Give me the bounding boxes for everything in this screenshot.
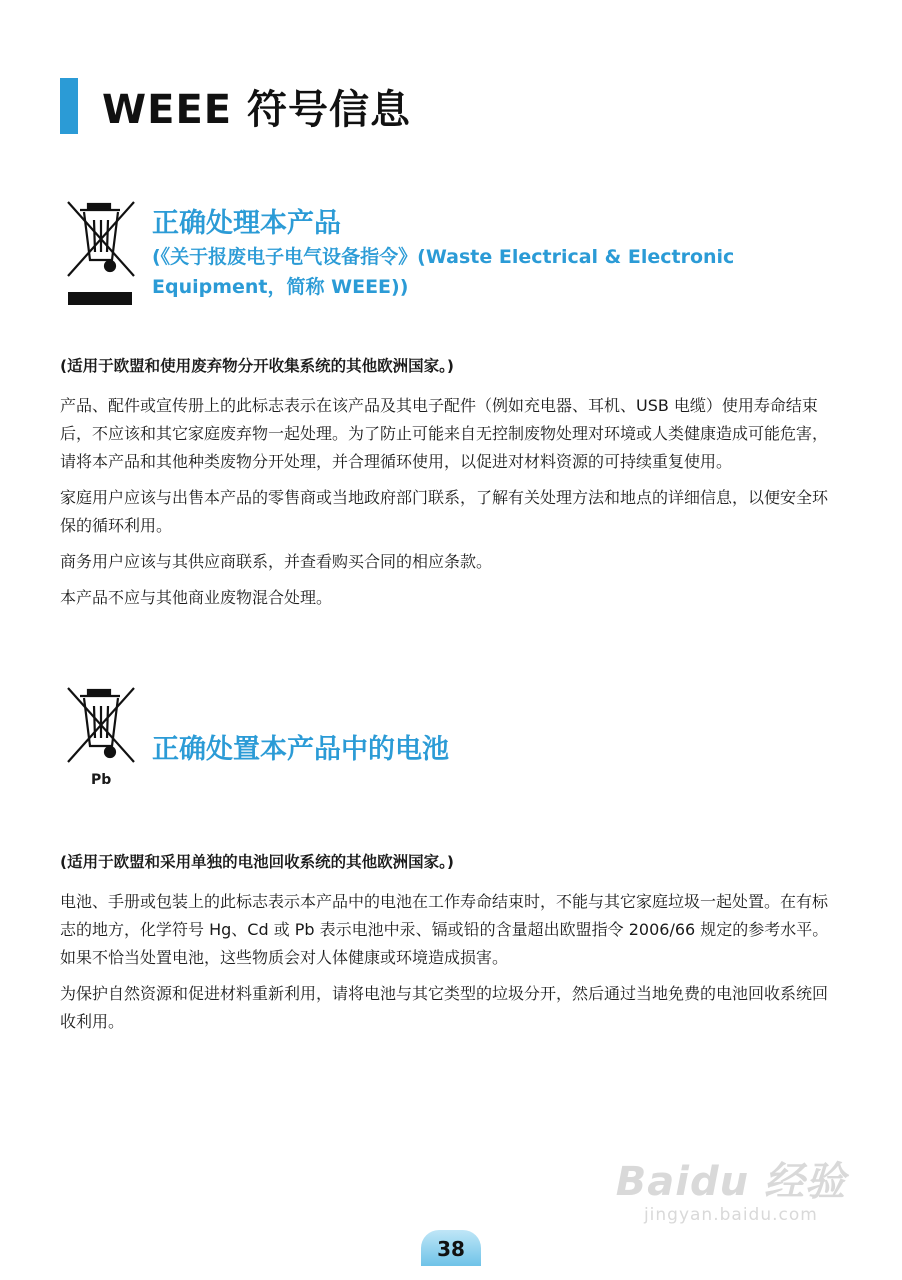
weee-paragraph-2: 家庭用户应该与出售本产品的零售商或当地政府部门联系，了解有关处理方法和地点的详细信息，以便安全环保的循环利用。	[60, 488, 829, 535]
weee-body	[60, 352, 842, 620]
page-title-area	[60, 78, 411, 134]
crossed-out-wheelie-bin-icon	[64, 196, 140, 308]
battery-heading-block	[152, 732, 449, 768]
page-number: 38	[421, 1230, 481, 1266]
weee-paragraph-4: 本产品不应与其他商业废物混合处理。	[60, 588, 333, 607]
battery-scope: (适用于欧盟和采用单独的电池回收系统的其他欧洲国家。)	[60, 853, 454, 871]
weee-subheading-line1: (《关于报废电子电气设备指令》(Waste Electrical & Electronic	[152, 246, 735, 268]
weee-paragraph-1: 产品、配件或宣传册上的此标志表示在该产品及其电子配件（例如充电器、耳机、USB 电缆）使用寿命结束后，不应该和其它家庭废弃物一起处理。为了防止可能来自无控制废物处理对环境或人类健康造成可能危害，请将本产品和其他种类废物分开处理，并合理循环使用，以促进对材料资源的可持续重复使用。	[60, 396, 829, 471]
title-accent-bar	[60, 78, 78, 134]
weee-subheading-line2: Equipment，简称 WEEE))	[152, 276, 409, 298]
weee-heading-block	[152, 206, 734, 302]
watermark-url: jingyan.baidu.com	[643, 1205, 818, 1225]
weee-paragraph-3: 商务用户应该与其供应商联系，并查看购买合同的相应条款。	[60, 552, 493, 571]
battery-heading: 正确处置本产品中的电池	[152, 734, 449, 765]
battery-paragraph-1: 电池、手册或包装上的此标志表示本产品中的电池在工作寿命结束时，不能与其它家庭垃圾一起处置。在有标志的地方，化学符号 Hg、Cd 或 Pb 表示电池中汞、镉或铅的含量超出欧盟指令 2006/66 规定的参考水平。如果不恰当处置电池，这些物质会对人体健康或环境造成损害。	[60, 892, 829, 967]
battery-body	[60, 848, 842, 1044]
weee-scope: (适用于欧盟和使用废弃物分开收集系统的其他欧洲国家。)	[60, 357, 454, 375]
baidu-watermark	[616, 1150, 846, 1225]
crossed-out-wheelie-bin-icon	[64, 682, 140, 768]
weee-heading: 正确处理本产品	[152, 208, 341, 239]
watermark-logo: Baidu 经验	[615, 1159, 846, 1205]
battery-paragraph-2: 为保护自然资源和促进材料重新利用，请将电池与其它类型的垃圾分开，然后通过当地免费的电池回收系统回收利用。	[60, 984, 829, 1031]
pb-chemical-label: Pb	[91, 772, 112, 788]
page-title: WEEE 符号信息	[102, 86, 412, 133]
